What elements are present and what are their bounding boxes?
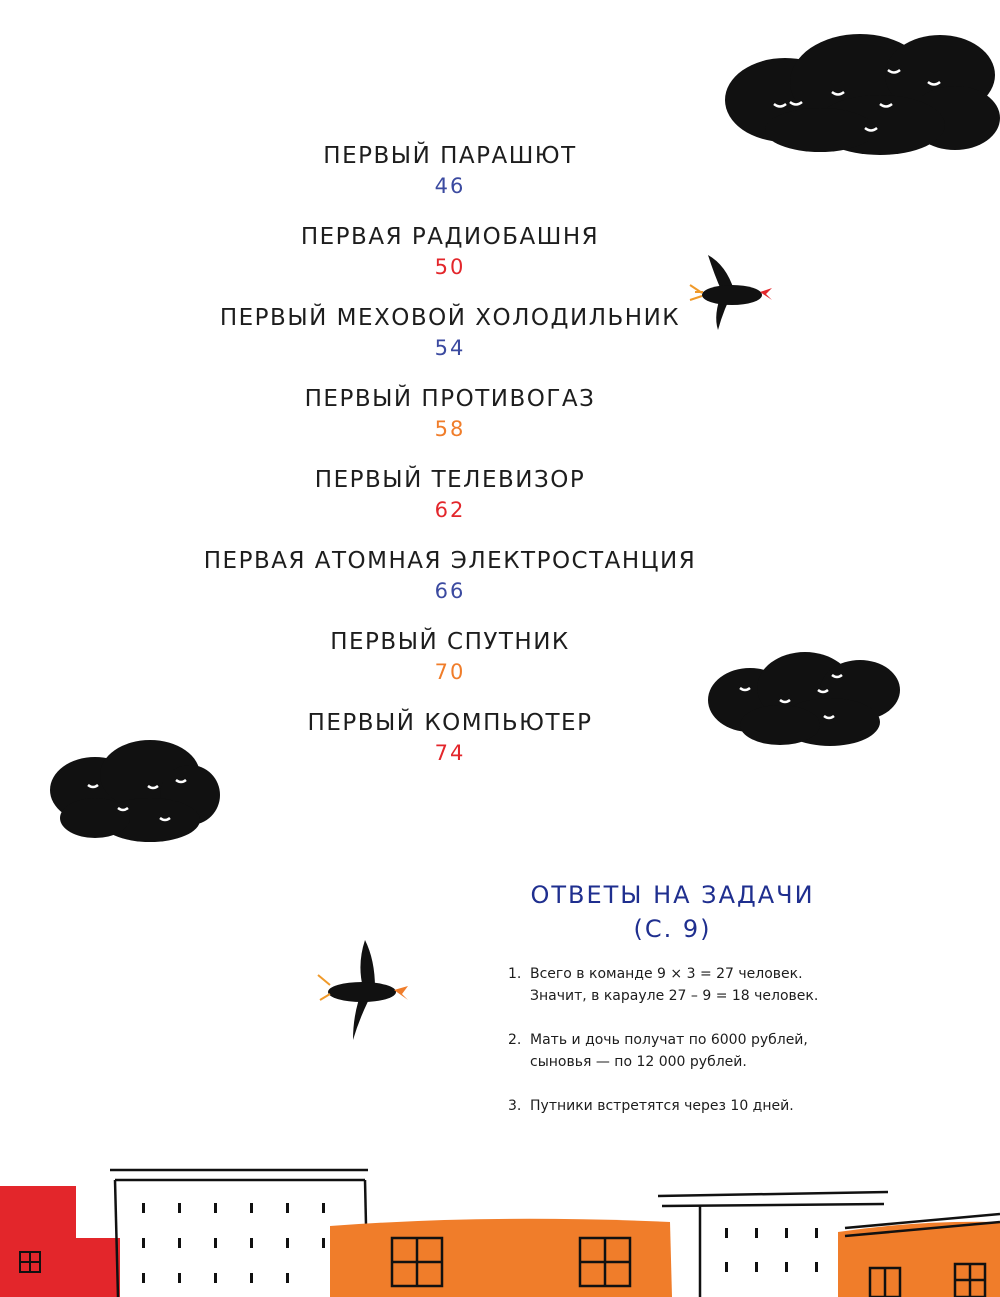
answers-subtitle: (С. 9) (633, 915, 712, 943)
toc-page-number: 70 (434, 660, 466, 684)
answer-line: Значит, в карауле 27 – 9 = 18 человек. (530, 988, 819, 1004)
toc-entry[interactable] (0, 302, 900, 383)
toc-title: ПЕРВЫЙ ТЕЛЕВИЗОР (314, 467, 586, 493)
toc-page-number: 50 (434, 255, 466, 279)
answer-line: Путники встретятся через 10 дней. (530, 1098, 794, 1114)
answer-line: Мать и дочь получат по 6000 рублей, (530, 1032, 808, 1048)
toc-page-number: 54 (434, 336, 466, 360)
cloud-icon-top-right (725, 34, 1000, 155)
answer-item (508, 963, 868, 1007)
city-buildings (0, 1170, 1000, 1297)
toc-title: ПЕРВЫЙ СПУТНИК (330, 629, 570, 655)
toc-entry[interactable] (0, 707, 900, 788)
bird-icon-lower (318, 940, 408, 1040)
toc-title: ПЕРВЫЙ КОМПЬЮТЕР (307, 710, 593, 736)
toc-title: ПЕРВЫЙ ПРОТИВОГАЗ (304, 386, 596, 412)
answer-number: 1. (508, 966, 522, 982)
toc-title: ПЕРВАЯ РАДИОБАШНЯ (300, 224, 600, 250)
answer-item (508, 1095, 868, 1117)
toc-page-number: 62 (434, 498, 466, 522)
toc-entry[interactable] (0, 545, 900, 626)
table-of-contents (0, 140, 900, 788)
toc-page-number: 58 (434, 417, 466, 441)
answer-line: сыновья — по 12 000 рублей. (530, 1054, 747, 1070)
toc-entry[interactable] (0, 221, 900, 302)
toc-page-number: 46 (434, 174, 466, 198)
answer-item (508, 1029, 868, 1073)
answers-list (508, 963, 868, 1139)
toc-entry[interactable] (0, 626, 900, 707)
toc-title: ПЕРВЫЙ ПАРАШЮТ (323, 143, 577, 169)
answer-number: 3. (508, 1098, 522, 1114)
toc-page-number: 66 (434, 579, 466, 603)
answer-number: 2. (508, 1032, 522, 1048)
answer-line: Всего в команде 9 × 3 = 27 человек. (530, 966, 803, 982)
answers-heading (500, 878, 845, 946)
toc-entry[interactable] (0, 464, 900, 545)
toc-title: ПЕРВЫЙ МЕХОВОЙ ХОЛОДИЛЬНИК (219, 305, 681, 331)
toc-entry[interactable] (0, 383, 900, 464)
toc-page-number: 74 (434, 741, 466, 765)
toc-title: ПЕРВАЯ АТОМНАЯ ЭЛЕКТРОСТАНЦИЯ (203, 548, 697, 574)
toc-entry[interactable] (0, 140, 900, 221)
answers-title: ОТВЕТЫ НА ЗАДАЧИ (530, 881, 815, 909)
